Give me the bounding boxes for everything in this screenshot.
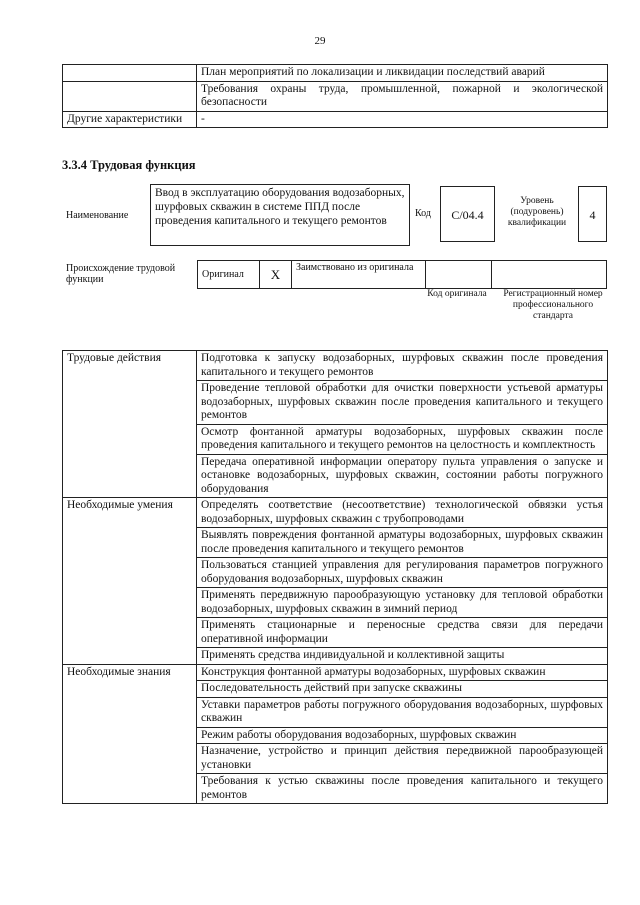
group-item: Уставки параметров работы погружного оборудования водозаборных, шурфовых скважин <box>197 697 608 727</box>
row-label: Другие характеристики <box>63 111 197 128</box>
table-row <box>63 65 608 82</box>
code-original-cell <box>426 261 492 289</box>
original-mark: X <box>260 261 292 289</box>
group-item: Режим работы оборудования водозаборных, шурфовых скважин <box>197 727 608 744</box>
group-item: Применять передвижную парообразующую установку для тепловой обработки водозаборных, шурфовых скважин в зимний период <box>197 588 608 618</box>
group-label: Необходимые умения <box>63 498 197 665</box>
group-item: Пользоваться станцией управления для регулирования параметров погружного оборудования водозаборных, шурфовых скважин <box>197 558 608 588</box>
origin-table <box>197 260 607 289</box>
group-label: Необходимые знания <box>63 664 197 804</box>
row-label <box>63 65 197 82</box>
group-item: Передача оперативной информации оператору пульта управления о запуске и остановке водозаборных, шурфовых скважин, состоянии работы погружного оборудования <box>197 454 608 498</box>
origin-label: Происхождение трудовой функции <box>66 263 176 285</box>
group-item: Выявлять повреждения фонтанной арматуры водозаборных, шурфовых скважин после проведения капитального и текущего ремонтов <box>197 528 608 558</box>
table-row <box>63 351 608 381</box>
row-label <box>63 81 197 111</box>
row-value: Требования охраны труда, промышленной, пожарной и экологической безопасности <box>197 81 608 111</box>
row-value: План мероприятий по локализации и ликвидации последствий аварий <box>197 65 608 82</box>
top-table <box>62 64 608 128</box>
row-value: - <box>197 111 608 128</box>
name-value: Ввод в эксплуатацию оборудования водозаборных, шурфовых скважин в системе ППД после проведения капитального и текущего ремонтов <box>150 184 410 246</box>
group-item: Проведение тепловой обработки для очистки поверхности устьевой арматуры водозаборных, шурфовых скважин после проведения капитального и текущего ремонтов <box>197 381 608 425</box>
level-label: Уровень (подуровень) квалификации <box>507 196 567 228</box>
section-heading: 3.3.4 Трудовая функция <box>62 158 196 172</box>
original-label: Оригинал <box>198 261 260 289</box>
table-row <box>63 498 608 528</box>
borrowed-label: Заимствовано из оригинала <box>292 261 426 289</box>
page-number: 29 <box>314 35 326 47</box>
group-item: Требования к устью скважины после проведения капитального и текущего ремонтов <box>197 774 608 804</box>
reg-number-cell <box>492 261 607 289</box>
group-item: Последовательность действий при запуске скважины <box>197 681 608 698</box>
group-label: Трудовые действия <box>63 351 197 498</box>
group-item: Осмотр фонтанной арматуры водозаборных, шурфовых скважин после проведения капитального и текущего ремонтов на целостность и комплектность <box>197 424 608 454</box>
labor-function-table <box>62 350 608 804</box>
table-row <box>63 81 608 111</box>
group-item: Определять соответствие (несоответствие) технологической обвязки устья водозаборных, шурфовых скважин с трубопроводами <box>197 498 608 528</box>
level-value: 4 <box>578 186 607 242</box>
group-item: Применять стационарные и переносные средства связи для передачи оперативной информации <box>197 618 608 648</box>
name-label: Наименование <box>66 210 129 221</box>
table-row <box>63 111 608 128</box>
group-item: Назначение, устройство и принцип действия передвижной парообразующей установки <box>197 744 608 774</box>
code-label: Код <box>415 208 431 219</box>
reg-number-caption: Регистрационный номер профессионального стандарта <box>503 289 603 321</box>
group-item: Подготовка к запуску водозаборных, шурфовых скважин после проведения капитального и текущего ремонтов <box>197 351 608 381</box>
group-item: Применять средства индивидуальной и коллективной защиты <box>197 648 608 665</box>
group-item: Конструкция фонтанной арматуры водозаборных, шурфовых скважин <box>197 664 608 681</box>
code-original-caption: Код оригинала <box>427 289 487 299</box>
code-value: С/04.4 <box>440 186 495 242</box>
table-row <box>63 664 608 681</box>
